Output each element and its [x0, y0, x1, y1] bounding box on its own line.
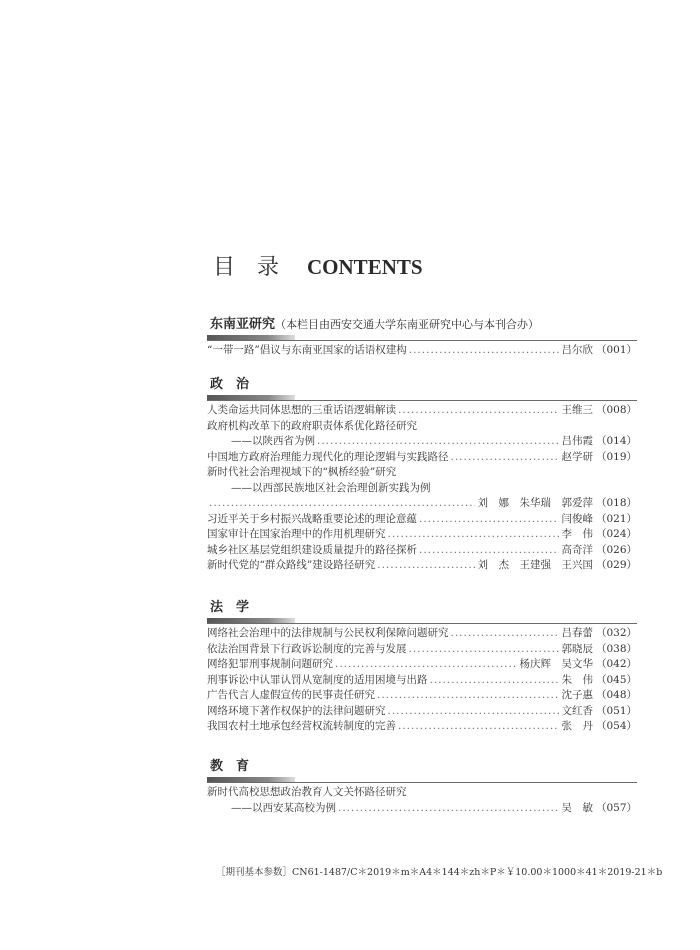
- entry-title-text: 网络社会治理中的法律规制与公民权利保障问题研究: [207, 627, 449, 639]
- entry-author: 吴 敏: [561, 801, 593, 814]
- entry-title: [207, 403, 396, 419]
- entry-title: [207, 785, 407, 801]
- entry-title-text: 习近平关于乡村振兴战略重要论述的理论意蕴: [207, 512, 417, 525]
- section-title: 教 育: [210, 759, 250, 774]
- contents-title: [213, 250, 423, 281]
- toc-entry[interactable]: [207, 688, 637, 704]
- entry-title: [207, 673, 428, 689]
- leader-dots: [451, 450, 560, 466]
- entry-title-text: 我国农村土地承包经营权流转制度的完善: [207, 720, 396, 732]
- leader-dots: [419, 512, 559, 528]
- contents-title-cn: 目 录: [213, 255, 280, 280]
- entry-title-text: 人类命运共同体思想的三重话语逻辑解读: [207, 404, 396, 416]
- leader-dots: [388, 704, 560, 720]
- section-law: [207, 598, 637, 735]
- entry-title: [207, 465, 396, 481]
- leader-dots: [209, 496, 475, 512]
- toc-entry[interactable]: [207, 465, 637, 481]
- section-divider: [207, 395, 637, 403]
- entry-list: [207, 785, 637, 816]
- entry-page: （021）: [595, 512, 637, 525]
- entry-author: 郭晓辰: [561, 642, 593, 655]
- entry-page: （032）: [595, 627, 637, 639]
- entry-page: （038）: [595, 642, 637, 655]
- entry-title-text: 新时代高校思想政治教育人文关怀路径研究: [207, 786, 407, 798]
- entry-title-text: 刑事诉讼中认罪认罚从宽制度的适用困境与出路: [207, 673, 428, 686]
- section-politics: [207, 375, 637, 574]
- entry-title-text: 依法治国背景下行政诉讼制度的完善与发展: [207, 642, 407, 655]
- section-education: [207, 757, 637, 816]
- entry-author: 闫俊峰: [561, 512, 593, 525]
- leader-dots: [398, 403, 559, 419]
- entry-page: （051）: [595, 704, 637, 717]
- entry-list: [207, 343, 637, 359]
- entry-page: （014）: [595, 435, 637, 447]
- entry-title-text: 新时代社会治理视域下的“枫桥经验”研究: [207, 466, 397, 478]
- entry-title: [207, 527, 386, 543]
- entry-title-text: ——以陕西省为例: [231, 435, 315, 447]
- toc-entry[interactable]: [207, 450, 637, 466]
- entry-title: [207, 688, 375, 704]
- entry-page: （024）: [595, 528, 637, 540]
- toc-entry[interactable]: [207, 434, 637, 450]
- section-title: 法 学: [210, 600, 250, 615]
- section-title: 东南亚研究: [210, 317, 276, 332]
- entry-author: 李 伟: [561, 528, 593, 540]
- entry-list: [207, 626, 637, 735]
- leader-dots: [388, 527, 560, 543]
- toc-entry[interactable]: [207, 403, 637, 419]
- entry-author: 朱 伟: [561, 673, 593, 686]
- leader-dots: [419, 543, 559, 559]
- section-divider: [207, 777, 637, 785]
- entry-author: 张 丹: [561, 720, 593, 732]
- entry-page: （054）: [595, 720, 637, 732]
- entry-title: [207, 642, 407, 658]
- entry-author: 杨庆辉 吴文华: [519, 658, 593, 670]
- section-title: 政 治: [210, 377, 250, 392]
- entry-page: （008）: [595, 404, 637, 416]
- entry-title: [207, 719, 396, 735]
- leader-dots: [409, 642, 560, 658]
- entry-author: 赵学研: [561, 450, 593, 463]
- journal-parameters-footer: ［期刊基本参数］CN61-1487/C＊2019＊m＊A4＊144＊zh＊P＊￥10.00＊1000＊41＊2019-21＊b: [216, 867, 663, 878]
- leader-dots: [377, 688, 559, 704]
- entry-title-text: 政府机构改革下的政府职责体系优化路径研究: [207, 419, 417, 432]
- section-heading: [207, 315, 637, 335]
- entry-author: 刘 杰 王建强 王兴国: [477, 559, 593, 571]
- toc-entry[interactable]: [207, 657, 637, 673]
- entry-title-text: 国家审计在国家治理中的作用机理研究: [207, 528, 386, 540]
- entry-title: [207, 626, 449, 642]
- entry-author: 沈子惠: [561, 689, 593, 701]
- entry-title: [207, 450, 449, 466]
- entry-author: 吕春蕾: [561, 627, 593, 639]
- entry-title: [207, 434, 315, 450]
- toc-entry[interactable]: [207, 419, 637, 435]
- entry-page: （048）: [595, 689, 637, 701]
- section-heading: [207, 598, 637, 618]
- entry-page: （018）: [595, 497, 637, 509]
- entry-author: 王维三: [561, 404, 593, 416]
- entry-page: （029）: [595, 559, 637, 571]
- entry-title-text: 新时代党的“群众路线”建设路径研究: [207, 559, 376, 571]
- entry-author: 高奇洋: [561, 543, 593, 556]
- entry-page: （001）: [595, 344, 637, 356]
- section-divider: [207, 618, 637, 626]
- section-heading: [207, 375, 637, 395]
- toc-entry[interactable]: [207, 673, 637, 689]
- leader-dots: [430, 673, 560, 689]
- entry-author: 刘 娜 朱华瑞 郭爱萍: [477, 497, 593, 509]
- entry-page: （057）: [595, 801, 637, 814]
- entry-author: 文红香: [561, 704, 593, 717]
- contents-title-en: CONTENTS: [307, 255, 423, 279]
- entry-title-text: ——以西安某高校为例: [231, 801, 336, 814]
- entry-title: [207, 704, 386, 720]
- leader-dots: [409, 343, 560, 359]
- section-heading: [207, 757, 637, 777]
- toc-entry[interactable]: [207, 801, 637, 817]
- entry-list: [207, 403, 637, 574]
- toc-entry[interactable]: [207, 642, 637, 658]
- toc-entry[interactable]: [207, 558, 637, 574]
- entry-page: （026）: [595, 543, 637, 556]
- entry-title: [207, 512, 417, 528]
- leader-dots: [335, 657, 517, 673]
- leader-dots: [451, 626, 560, 642]
- toc-entry[interactable]: [207, 527, 637, 543]
- toc-entry[interactable]: [207, 496, 637, 512]
- section-southeast-asia: [207, 315, 637, 359]
- toc-entry[interactable]: [207, 785, 637, 801]
- entry-title-text: “一带一路”倡议与东南亚国家的话语权建构: [207, 344, 407, 356]
- leader-dots: [398, 719, 559, 735]
- toc-entry[interactable]: [207, 481, 637, 497]
- toc-entry[interactable]: [207, 512, 637, 528]
- toc-entry[interactable]: [207, 343, 637, 359]
- entry-page: （042）: [595, 658, 637, 670]
- entry-title: [207, 543, 417, 559]
- entry-title: [207, 657, 333, 673]
- entry-title-text: 城乡社区基层党组织建设质量提升的路径探析: [207, 543, 417, 556]
- entry-title-text: ——以西部民族地区社会治理创新实践为例: [231, 481, 431, 494]
- entry-title: [207, 558, 375, 574]
- entry-page: （019）: [595, 450, 637, 463]
- toc-entry[interactable]: [207, 704, 637, 720]
- entry-title-text: 广告代言人虚假宣传的民事责任研究: [207, 689, 375, 701]
- section-subtitle: （本栏目由西安交通大学东南亚研究中心与本刊合办）: [275, 318, 540, 331]
- leader-dots: [317, 434, 559, 450]
- entry-title: [207, 801, 336, 817]
- entry-title: [207, 419, 417, 435]
- leader-dots: [338, 801, 559, 817]
- entry-title-text: 中国地方政府治理能力现代化的理论逻辑与实践路径: [207, 450, 449, 463]
- entry-title: [207, 343, 407, 359]
- section-divider: [207, 335, 637, 343]
- entry-page: （045）: [595, 673, 637, 686]
- entry-author: 吕伟霞: [561, 435, 593, 447]
- toc-entry[interactable]: [207, 626, 637, 642]
- toc-entry[interactable]: [207, 543, 637, 559]
- entry-author: 吕尔欣: [561, 344, 593, 356]
- entry-title-text: 网络犯罪刑事规制问题研究: [207, 658, 333, 670]
- toc-entry[interactable]: [207, 719, 637, 735]
- entry-title: [207, 481, 431, 497]
- leader-dots: [377, 558, 475, 574]
- entry-title-text: 网络环境下著作权保护的法律问题研究: [207, 704, 386, 717]
